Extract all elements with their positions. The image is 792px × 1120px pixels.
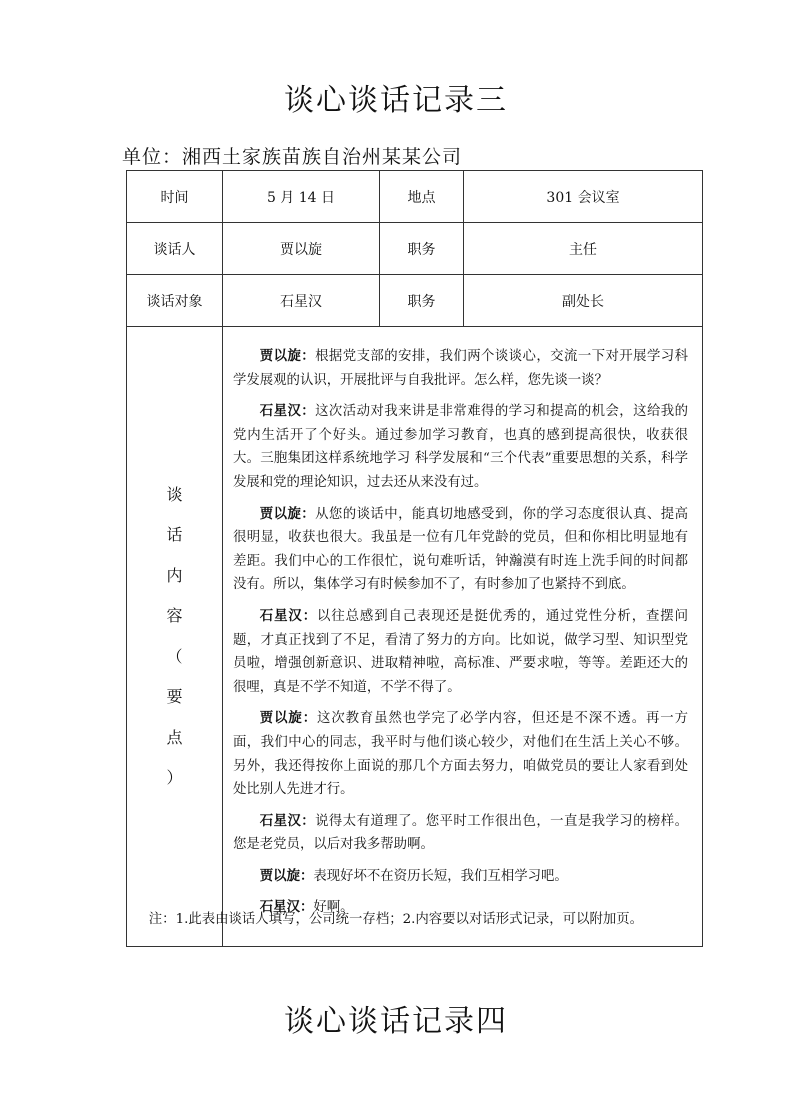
speaker-row [127, 223, 703, 275]
next-page-title: 谈心谈话记录四 [284, 1004, 508, 1039]
record-table [126, 170, 703, 947]
dialogue-text: 这次教育虽然也学完了必学内容，但还是不深不透。再一方面，我们中心的同志，我平时与他们谈心较少，对他们在生活上关心不够。另外，我还得按你上面说的那几个方面去努力，咱做党员的要让人家看到处处比别人先进才行。 [233, 711, 689, 798]
page-title: 谈心谈话记录三 [284, 83, 508, 118]
time-label: 时间 [127, 171, 223, 223]
dialogue-speaker: 石星汉： [259, 607, 318, 624]
target-row [127, 275, 703, 327]
dialogue-paragraph [233, 810, 688, 857]
speaker-label: 谈话人 [127, 223, 223, 275]
speaker-duty-label: 职务 [380, 223, 464, 275]
dialogue-text: 以往总感到自己表现还是挺优秀的，通过党性分析，查摆问题，才真正找到了不足，看清了努力的方向。比如说，做学习型、知识型党员啦，增强创新意识、进取精神啦，高标准、严要求啦，等等。差距还大的很哩，真是不学不知道，不学不得了。 [233, 608, 689, 695]
dialogue-speaker: 贾以旋： [259, 710, 318, 727]
dialogue-speaker: 石星汉： [259, 899, 314, 916]
content-label [127, 327, 223, 947]
content-label-char: 容 [166, 606, 183, 626]
content-label-char: 点 [166, 727, 183, 747]
dialogue-text: 说得太有道理了。您平时工作很出色，一直是我学习的榜样。您是老党员，以后对我多帮助啊。 [233, 813, 689, 853]
unit-line: 单位：湘西土家族苗族自治州某某公司 [122, 146, 463, 168]
place-label: 地点 [380, 171, 464, 223]
dialogue-text: 表现好坏不在资历长短，我们互相学习吧。 [313, 868, 568, 884]
place-value: 301 会议室 [464, 171, 703, 223]
time-value: 5 月 14 日 [223, 171, 380, 223]
dialogue-paragraph [233, 400, 688, 494]
dialogue-paragraph [233, 865, 688, 889]
target-duty-label: 职务 [380, 275, 464, 327]
target-duty-value: 副处长 [464, 275, 703, 327]
footnote: 注：1.此表由谈话人填写，公司统一存档；2.内容要以对话形式记录，可以附加页。 [148, 912, 644, 927]
content-label-char: （ [166, 646, 183, 666]
time-row [127, 171, 703, 223]
target-label: 谈话对象 [127, 275, 223, 327]
dialogue-paragraph [233, 707, 688, 801]
content-label-char: 谈 [166, 484, 183, 504]
dialogue-paragraph [233, 605, 688, 699]
dialogue-content [223, 327, 703, 947]
dialogue-speaker: 石星汉： [259, 812, 316, 829]
content-row [127, 327, 703, 947]
content-label-char: ） [166, 768, 183, 788]
dialogue-text: 这次活动对我来讲是非常难得的学习和提高的机会，这给我的党内生活开了个好头。通过参加学习教育，也真的感到提高很快，收获很大。三胞集团这样系统地学习 科学发展和“三个代表”重要思想的关系，科学发展和党的理论知识，过去还从来没有过。 [233, 404, 689, 490]
dialogue-speaker: 贾以旋： [259, 867, 314, 884]
dialogue-paragraph [233, 503, 688, 597]
content-label-char: 要 [166, 687, 183, 707]
dialogue-speaker: 石星汉： [259, 403, 316, 420]
dialogue-paragraph [233, 345, 688, 392]
speaker-value: 贾以旋 [223, 223, 380, 275]
content-label-char: 话 [166, 525, 183, 545]
dialogue-speaker: 贾以旋： [259, 505, 316, 522]
dialogue-speaker: 贾以旋： [259, 348, 316, 364]
dialogue-text: 根据党支部的安排，我们两个谈谈心，交流一下对开展学习科学发展观的认识，开展批评与自我批评。怎么样，您先谈一谈？ [233, 349, 689, 388]
target-value: 石星汉 [223, 275, 380, 327]
dialogue-text: 好啊。 [313, 900, 354, 916]
dialogue-text: 从您的谈话中，能真切地感受到，你的学习态度很认真、提高很明显，收获也很大。我虽是一位有几年党龄的党员，但和你相比明显地有差距。我们中心的工作很忙，说句难听话，钟瀚漠有时连上洗手间的时间都没有。所以，集体学习有时候参加不了，有时参加了也紧持不到底。 [233, 506, 689, 593]
content-label-char: 内 [166, 565, 183, 585]
speaker-duty-value: 主任 [464, 223, 703, 275]
